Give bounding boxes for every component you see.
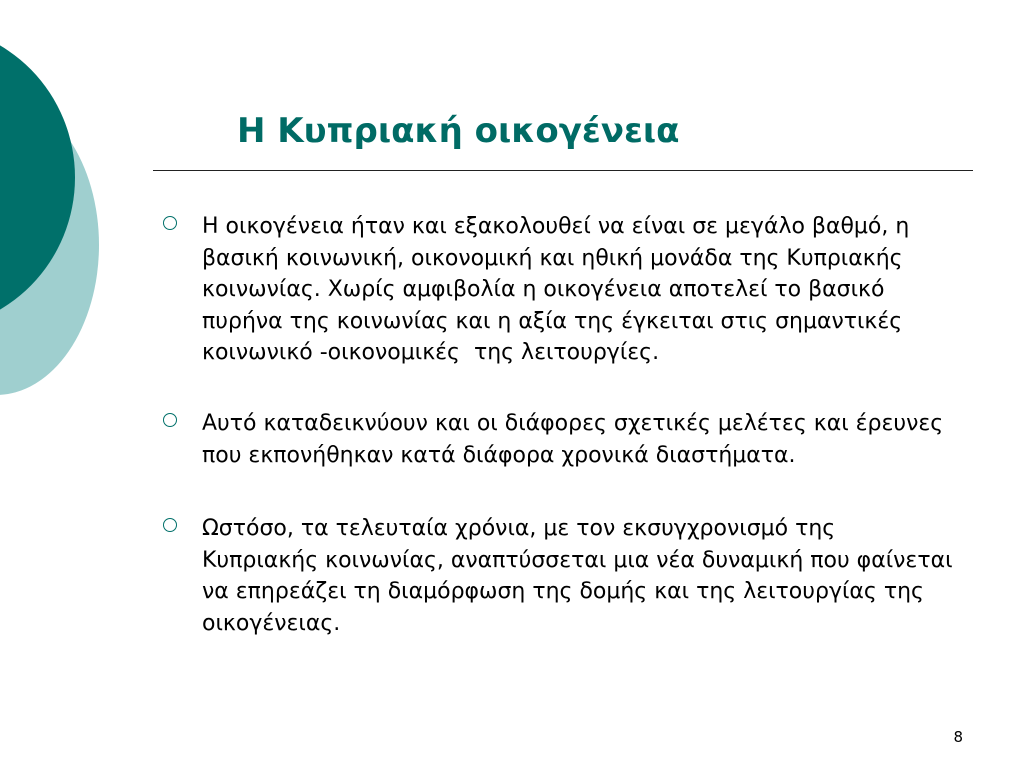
bullet-line: να επηρεάζει τη διαμόρφωση της δομής και της λειτουργίας της — [202, 579, 924, 604]
hollow-circle-bullet-icon — [163, 518, 177, 532]
bullet-line: κοινωνίας. Χωρίς αμφιβολία η οικογένεια αποτελεί το βασικό — [202, 277, 885, 302]
bullet-line: πυρήνα της κοινωνίας και η αξία της έγκειται στις σημαντικές — [202, 308, 903, 334]
bullet-line: βασική κοινωνική, οικονομική και ηθική μονάδα της Κυπριακής — [202, 245, 903, 271]
bullet-line: Κυπριακής κοινωνίας, αναπτύσσεται μια νέα δυναμική που φαίνεται — [202, 547, 953, 573]
hollow-circle-bullet-icon — [163, 413, 177, 427]
bullet-line: Η οικογένεια ήταν και εξακολουθεί να είναι σε μεγάλο βαθμό, η — [202, 214, 910, 239]
bullet-item — [163, 513, 963, 639]
bullet-item — [163, 408, 963, 471]
bullet-line: Αυτό καταδεικνύουν και οι διάφορες σχετικές μελέτες και έρευνες — [202, 411, 944, 436]
bullet-item — [163, 211, 963, 369]
bullet-text — [202, 211, 963, 369]
bullet-text — [202, 513, 963, 639]
bullet-line: οικογένειας. — [202, 610, 341, 636]
page-number: 8 — [953, 728, 963, 746]
bullet-line: που εκπονήθηκαν κατά διάφορα χρονικά διαστήματα. — [202, 442, 796, 468]
bullet-line: Ωστόσο, τα τελευταία χρόνια, με τον εκσυγχρονισμό της — [202, 516, 836, 541]
hollow-circle-bullet-icon — [163, 216, 177, 230]
bullet-text — [202, 408, 963, 471]
title-divider — [153, 170, 973, 171]
slide-title: Η Κυπριακή οικογένεια — [237, 111, 680, 151]
bullet-line: κοινωνικό -οικονομικές της λειτουργίες. — [202, 340, 660, 365]
